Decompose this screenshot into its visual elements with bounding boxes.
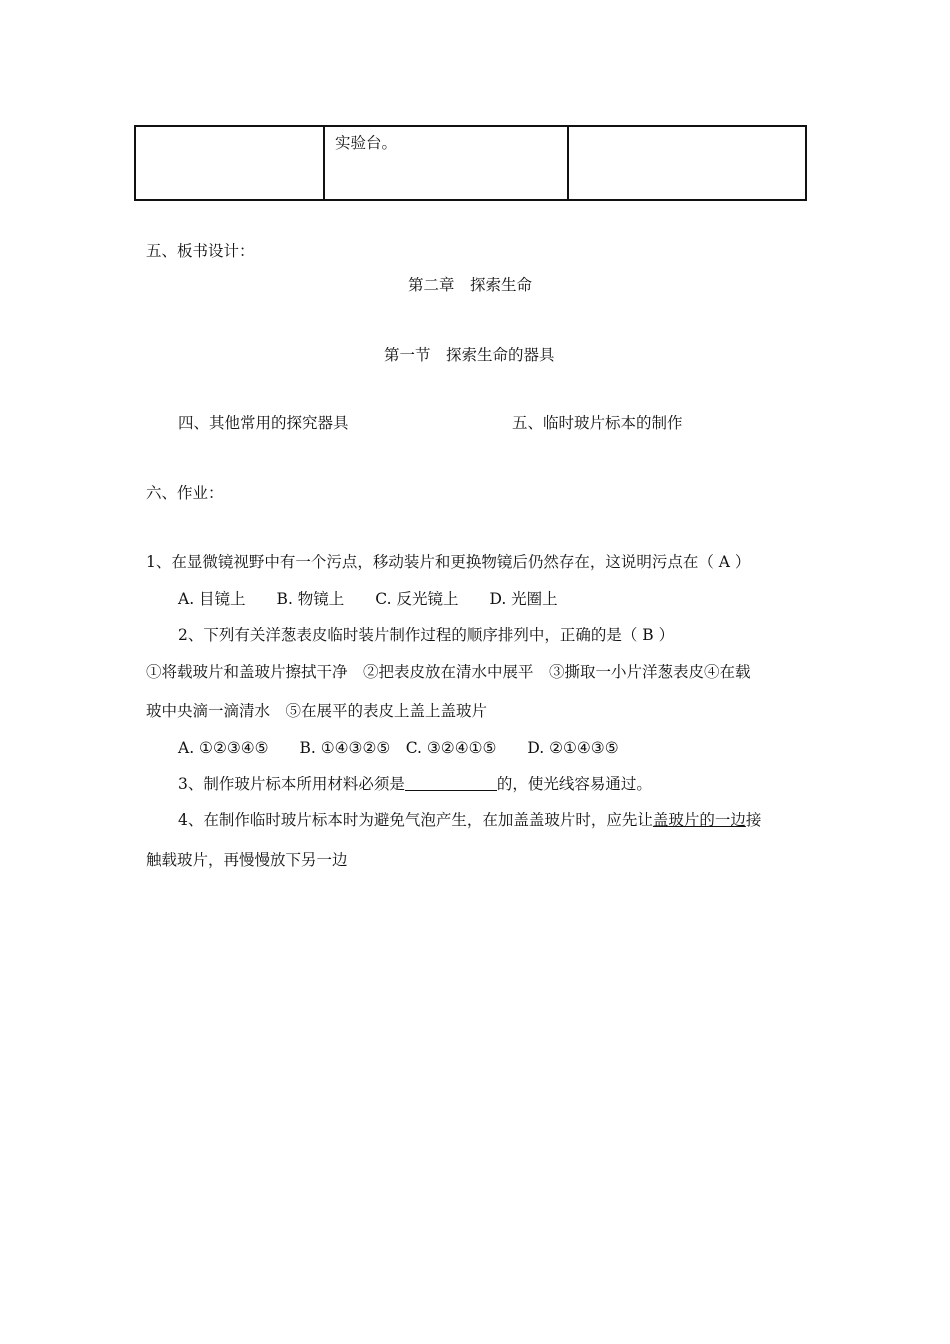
homework-heading: 六、作业： xyxy=(146,484,224,502)
question-4-text-before: 4、在制作临时玻片标本时为避免气泡产生，在加盖盖玻片时，应先让 xyxy=(178,811,653,829)
question-4 xyxy=(178,808,761,830)
table-row xyxy=(135,126,806,200)
question-2-steps-line-2: 玻中央滴一滴清水 ⑤在展平的表皮上盖上盖玻片 xyxy=(146,702,488,720)
question-4-underlined-answer: 盖玻片的一边 xyxy=(652,811,746,829)
question-1-options: A. 目镜上 B. 物镜上 C. 反光镜上 D. 光圈上 xyxy=(178,590,558,608)
board-design-heading: 五、板书设计： xyxy=(146,242,255,260)
table-cell xyxy=(568,126,806,200)
question-3-text-after: 的，使光线容易通过。 xyxy=(496,775,652,793)
question-4-line-2: 触载玻片，再慢慢放下另一边 xyxy=(146,851,348,869)
question-2: 2、下列有关洋葱表皮临时装片制作过程的顺序排列中，正确的是（ B ） xyxy=(178,626,675,644)
question-3-text-before: 3、制作玻片标本所用材料必须是 xyxy=(178,775,405,793)
question-2-options: A. ①②③④⑤ B. ①④③②⑤ C. ③②④①⑤ D. ②①④③⑤ xyxy=(178,739,619,757)
question-2-steps-line-1: ①将载玻片和盖玻片擦拭干净 ②把表皮放在清水中展平 ③撕取一小片洋葱表皮④在载 xyxy=(146,663,751,681)
board-item-right: 五、临时玻片标本的制作 xyxy=(512,414,683,432)
question-4-text-after: 接 xyxy=(745,811,762,829)
chapter-title: 第二章 探索生命 xyxy=(408,276,533,294)
table-cell xyxy=(135,126,324,200)
board-item-left: 四、其他常用的探究器具 xyxy=(178,414,349,432)
table-cell: 实验台。 xyxy=(324,126,568,200)
question-1: 1、在显微镜视野中有一个污点，移动装片和更换物镜后仍然存在，这说明污点在（ A ） xyxy=(146,553,751,571)
question-3 xyxy=(178,772,652,794)
section-title: 第一节 探索生命的器具 xyxy=(384,346,555,364)
lesson-table xyxy=(134,125,807,201)
answer-blank xyxy=(405,776,497,791)
